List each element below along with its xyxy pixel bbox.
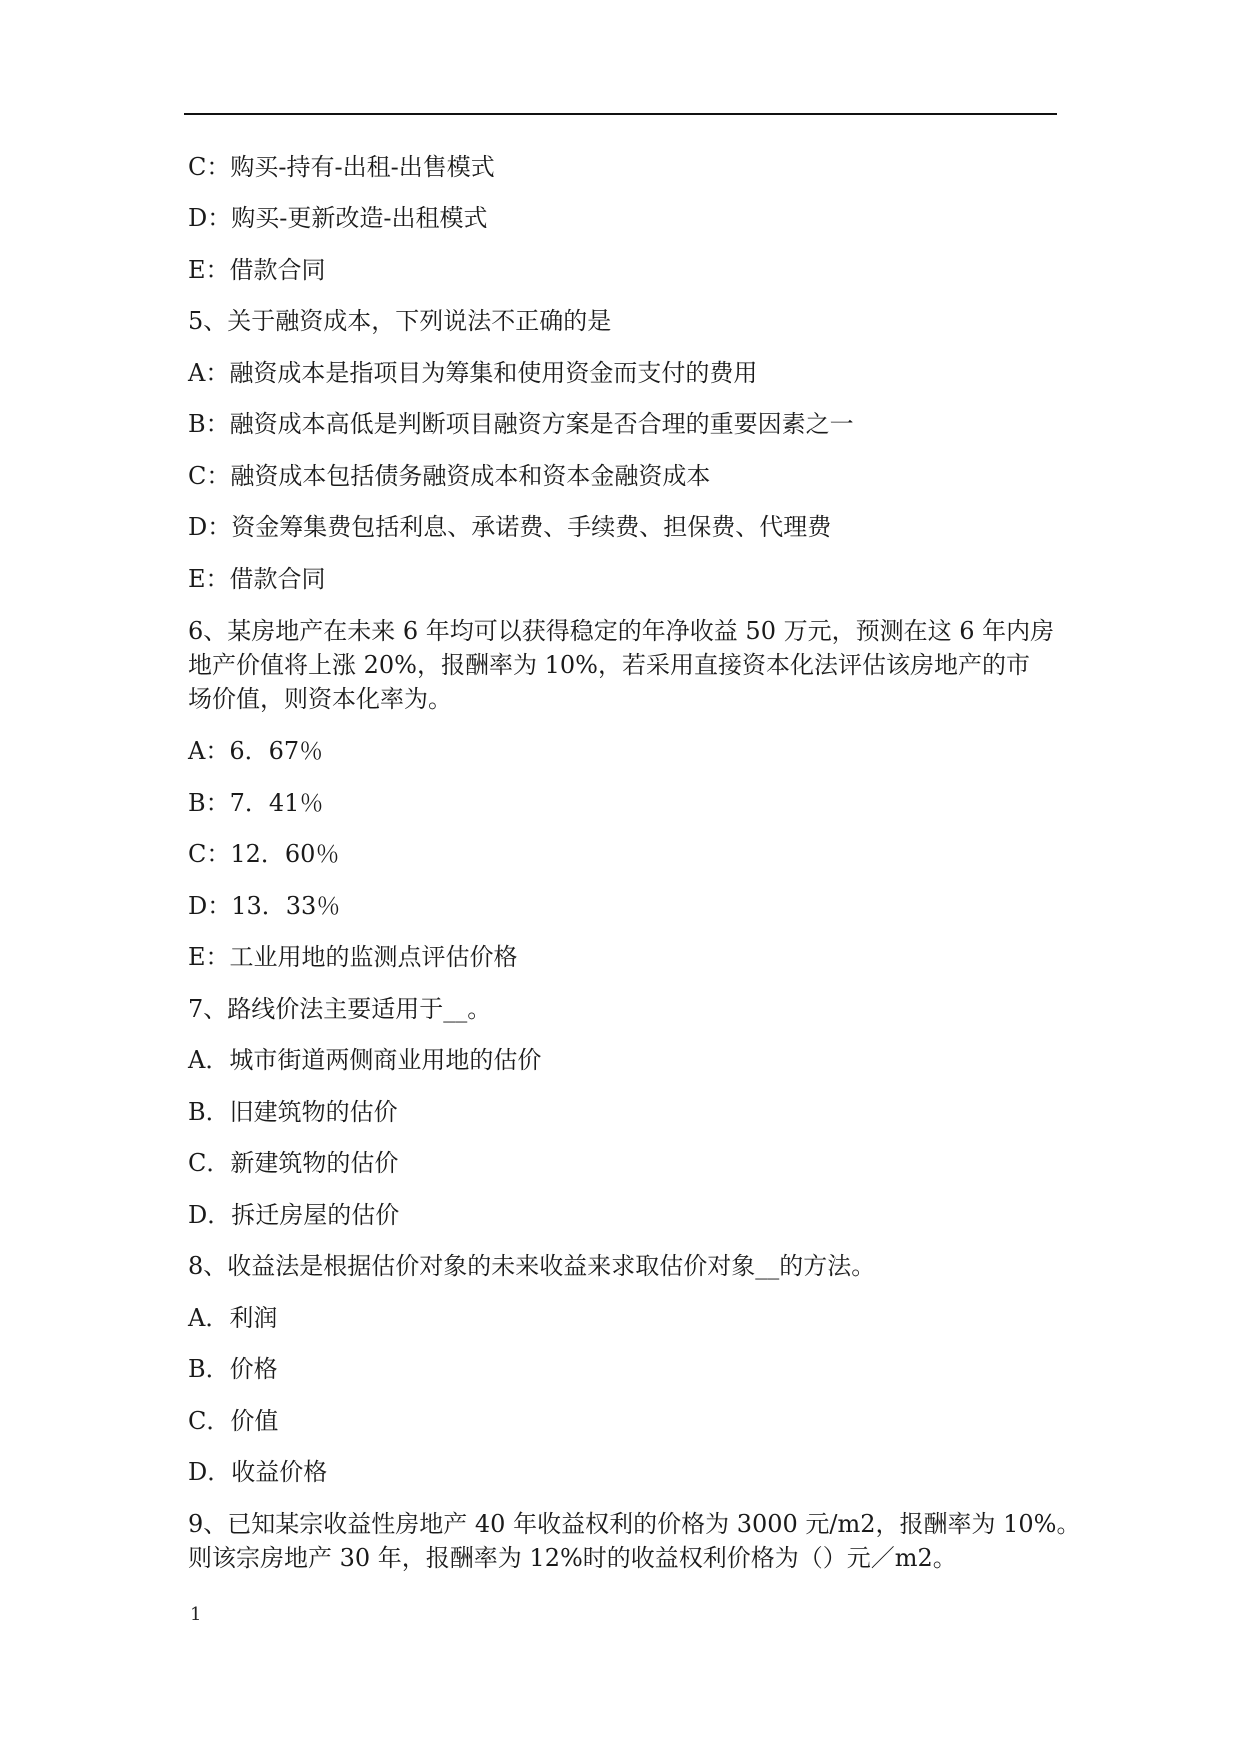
q6-question-line-3: 场价值，则资本化率为。 <box>188 685 452 713</box>
q8-option-a: A．利润 <box>188 1304 278 1332</box>
q7-option-c: C．新建筑物的估价 <box>188 1149 399 1177</box>
q9-question-line-1: 9、已知某宗收益性房地产 40 年收益权利的价格为 3000 元/m2，报酬率为 10%。 <box>188 1510 1081 1538</box>
q6-option-c: C：12．60％ <box>188 840 340 868</box>
q8-option-b: B．价格 <box>188 1355 278 1383</box>
q9-question-line-2: 则该宗房地产 30 年，报酬率为 12%时的收益权利价格为（）元／m2。 <box>188 1544 957 1572</box>
q6-option-b: B：7．41％ <box>188 789 324 817</box>
q7-option-d: D．拆迁房屋的估价 <box>188 1201 400 1229</box>
q5-option-d: D：资金筹集费包括利息、承诺费、手续费、担保费、代理费 <box>188 513 832 541</box>
q6-option-a: A：6．67％ <box>188 737 324 765</box>
q6-option-d: D：13．33％ <box>188 892 341 920</box>
q8-question: 8、收益法是根据估价对象的未来收益来求取估价对象__的方法。 <box>188 1252 876 1280</box>
q5-option-a: A：融资成本是指项目为筹集和使用资金而支付的费用 <box>188 359 758 387</box>
q6-option-e: E：工业用地的监测点评估价格 <box>188 943 518 971</box>
q8-option-c: C．价值 <box>188 1407 279 1435</box>
q7-question: 7、路线价法主要适用于__。 <box>188 995 492 1023</box>
q4-option-c: C：购买-持有-出租-出售模式 <box>188 153 495 181</box>
q5-option-e: E：借款合同 <box>188 565 326 593</box>
q5-option-b: B：融资成本高低是判断项目融资方案是否合理的重要因素之一 <box>188 410 854 438</box>
q6-question-line-1: 6、某房地产在未来 6 年均可以获得稳定的年净收益 50 万元，预测在这 6 年内房 <box>188 617 1055 645</box>
q7-option-b: B．旧建筑物的估价 <box>188 1098 398 1126</box>
q4-option-d: D：购买-更新改造-出租模式 <box>188 204 488 232</box>
q4-option-e: E：借款合同 <box>188 256 326 284</box>
q8-option-d: D．收益价格 <box>188 1458 328 1486</box>
q5-question: 5、关于融资成本，下列说法不正确的是 <box>188 307 612 335</box>
header-rule <box>184 113 1057 115</box>
q6-question-line-2: 地产价值将上涨 20%，报酬率为 10%，若采用直接资本化法评估该房地产的市 <box>188 651 1030 679</box>
q5-option-c: C：融资成本包括债务融资成本和资本金融资成本 <box>188 462 711 490</box>
q7-option-a: A．城市街道两侧商业用地的估价 <box>188 1046 542 1074</box>
page-number: 1 <box>190 1604 202 1625</box>
